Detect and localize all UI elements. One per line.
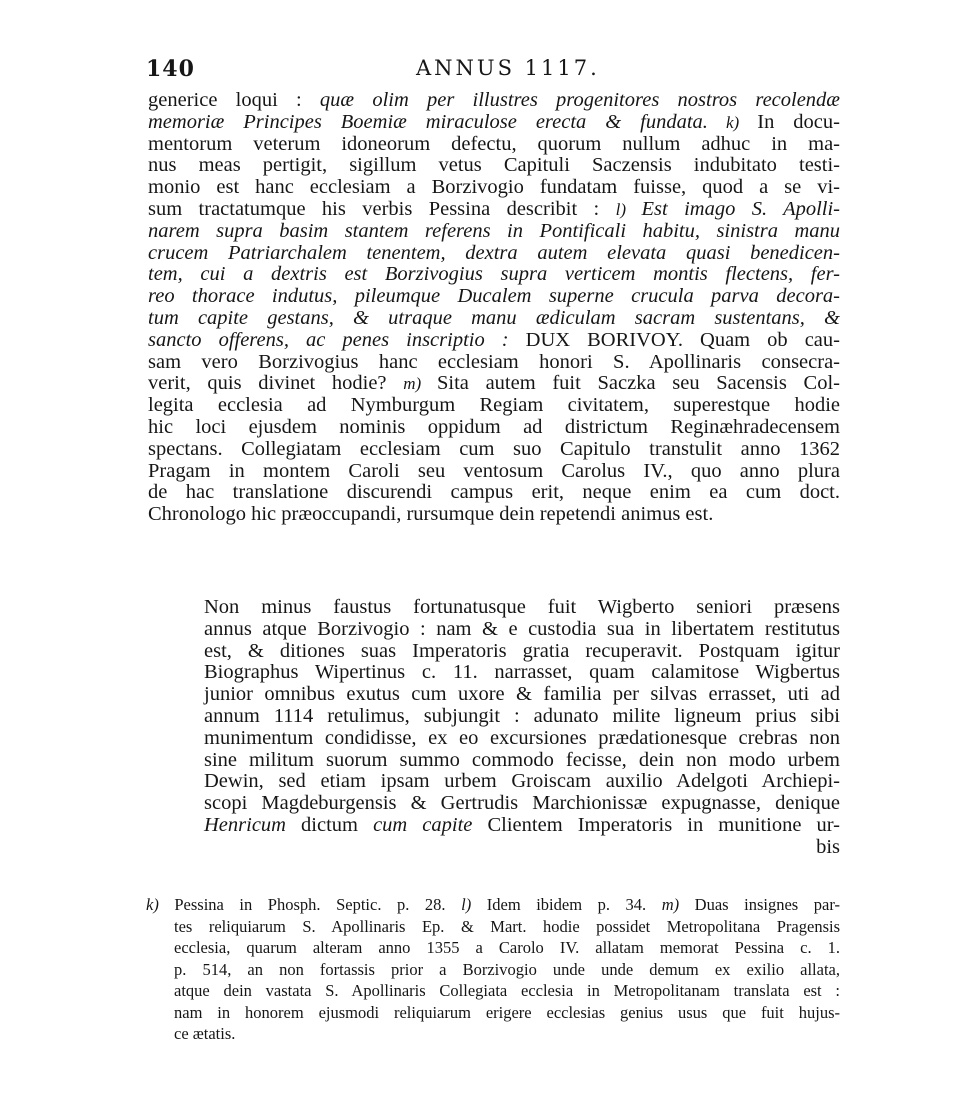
text-run: Clientem Imperatoris in munitione ur- — [472, 813, 841, 836]
text-run: Non minus faustus fortunatusque fuit Wigberto seniori præsens — [204, 596, 840, 618]
text-line — [148, 461, 840, 483]
text-line — [148, 308, 840, 330]
text-line — [148, 439, 840, 461]
text-line — [148, 662, 840, 684]
text-run: k) — [146, 895, 175, 914]
text-run: Est imago S. Apolli- — [641, 197, 841, 220]
text-run: monio est hanc ecclesiam a Borzivogio fundatam fuisse, quod a se vi- — [148, 176, 840, 199]
text-run: mentorum veterum idoneorum defectu, quorum nullum adhuc in ma- — [148, 132, 840, 155]
text-run: DUX BORIVOY. Quam ob cau- — [525, 328, 840, 351]
footnote-line — [146, 1023, 840, 1045]
text-run: atque dein vastata S. Apollinaris Collegiata ecclesia in Metropolitanam translata est : — [174, 981, 840, 1000]
text-run: crucem Patriarchalem tenentem, dextra autem elevata quasi benedicen- — [148, 241, 840, 264]
text-line — [148, 684, 840, 706]
text-run: sam vero Borzivogius hanc ecclesiam honori S. Apollinaris consecra- — [148, 350, 840, 373]
text-run: legita ecclesia ad Nymburgum Regiam civitatem, superestque hodie — [148, 394, 840, 417]
footnote-reference: l) — [615, 199, 642, 219]
text-run: munimentum condidisse, ex eo excursiones prædationesque crebras non — [204, 726, 840, 749]
text-line — [148, 417, 840, 439]
text-run: spectans. Collegiatam ecclesiam cum suo Capitulo transtulit anno 1362 — [148, 437, 840, 460]
text-run: generice loqui : — [148, 89, 320, 111]
footnote-line — [146, 959, 840, 981]
text-line — [148, 728, 840, 750]
text-run: m) — [661, 895, 695, 914]
text-line — [148, 243, 840, 265]
text-run: nam in honorem ejusmodi reliquiarum erigere ecclesias genius usus que fuit hujus- — [174, 1002, 840, 1022]
paragraph-1 — [148, 90, 840, 526]
text-run: Sita autem fuit Saczka seu Sacensis Col- — [436, 372, 840, 395]
text-run: l) — [461, 895, 487, 914]
text-line — [148, 112, 840, 134]
footnote-line — [146, 980, 840, 1002]
text-line — [148, 395, 840, 417]
text-line — [148, 793, 840, 815]
text-line — [148, 641, 840, 663]
page-header — [146, 56, 846, 88]
text-run: sancto offerens, ac penes inscriptio : — [148, 328, 526, 351]
text-run: sum tractatumque his verbis Pessina describit : — [148, 197, 616, 220]
footnote-reference: k) — [707, 112, 758, 132]
text-line — [148, 352, 840, 374]
text-line — [148, 771, 840, 793]
text-run: Chronologo hic præoccupandi, rursumque dein repetendi animus est. — [148, 503, 714, 526]
text-run: narem supra basim stantem referens in Pontificali habitu, sinistra manu — [148, 219, 840, 242]
text-line — [148, 330, 840, 352]
text-line — [148, 199, 840, 221]
text-line — [148, 155, 840, 177]
text-run: Pessina in Phosph. Septic. p. 28. — [174, 895, 462, 914]
text-run: tum capite gestans, & utraque manu ædiculam sacram sustentans, & — [148, 306, 840, 329]
footnote-line — [146, 937, 840, 959]
text-run: Idem ibidem p. 34. — [486, 895, 662, 914]
text-run: tes reliquiarum S. Apollinaris Ep. & Mart. hodie possidet Metropolitana Pragensis — [174, 916, 840, 936]
text-run: scopi Magdeburgensis & Gertrudis Marchionissæ expugnasse, denique — [204, 792, 840, 815]
text-run: reo thorace indutus, pileumque Ducalem superne crucula parva decora- — [148, 285, 840, 308]
text-run: hic loci ejusdem nominis oppidum ad districtum Reginæhradecensem — [148, 415, 840, 438]
text-line — [148, 837, 840, 859]
footnotes — [146, 894, 840, 1045]
text-run: Dewin, sed etiam ipsam urbem Groiscam auxilio Adelgoti Archiepi- — [204, 770, 840, 793]
paragraph-2 — [148, 597, 840, 859]
text-run: p. 514, an non fortassis prior a Borzivogio unde unde demum ex exilio allata, — [174, 959, 840, 979]
text-line — [148, 134, 840, 156]
text-line — [148, 504, 840, 526]
text-run: ce ætatis. — [174, 1024, 236, 1043]
text-run: Biographus Wipertinus c. 11. narrasset, quam calamitose Wigbertus — [204, 661, 840, 684]
text-run: cum capite — [373, 813, 473, 836]
text-line — [148, 373, 840, 395]
text-run: Henricum — [204, 813, 286, 836]
text-line — [148, 815, 840, 837]
text-line — [148, 286, 840, 308]
text-run: sine militum suorum summo commodo fecisse, dein non modo urbem — [204, 748, 840, 771]
text-run: memoriæ Principes Boemiæ miraculose erecta & fundata. — [148, 110, 708, 133]
text-run: Duas insignes par- — [694, 895, 840, 914]
text-run: quæ olim per illustres progenitores nostros recolendæ — [319, 89, 840, 111]
footnote-line — [146, 1002, 840, 1024]
footnote-line — [146, 894, 840, 916]
footnote-reference: m) — [403, 374, 437, 394]
text-run: dictum — [285, 813, 374, 836]
footnote-line — [146, 916, 840, 938]
text-line — [148, 264, 840, 286]
text-line — [148, 750, 840, 772]
page-number: 140 — [146, 56, 195, 82]
text-run: bis — [816, 835, 840, 858]
text-line — [148, 706, 840, 728]
text-run: ecclesia, quarum alteram anno 1355 a Carolo IV. allatam memorat Pessina c. 1. — [174, 938, 840, 957]
text-run: tem, cui a dextris est Borzivogius supra verticem montis flectens, fer- — [148, 263, 840, 286]
text-run: annus atque Borzivogio : nam & e custodia sua in libertatem restitutus — [204, 617, 840, 640]
text-run: Pragam in montem Caroli seu ventosum Carolus IV., quo anno plura — [148, 459, 840, 482]
text-run: nus meas pertigit, sigillum vetus Capituli Saczensis indubitato testi- — [148, 154, 840, 177]
text-line — [148, 597, 840, 619]
text-line — [148, 619, 840, 641]
text-run: de hac translatione discurendi campus erit, neque enim ea cum doct. — [148, 481, 840, 504]
text-line — [148, 221, 840, 243]
text-run: annum 1114 retulimus, subjungit : adunato milite ligneum prius sibi — [204, 704, 840, 727]
text-run: junior omnibus exutus cum uxore & familia per silvas errasset, uti ad — [204, 683, 840, 706]
text-line — [148, 177, 840, 199]
text-line — [148, 90, 840, 112]
text-run: In docu- — [757, 110, 840, 133]
text-run: verit, quis divinet hodie? — [148, 372, 404, 395]
text-run: est, & ditiones suas Imperatoris gratia recuperavit. Postquam igitur — [204, 639, 840, 662]
text-line — [148, 482, 840, 504]
running-head: ANNUS 1117. — [416, 56, 600, 80]
